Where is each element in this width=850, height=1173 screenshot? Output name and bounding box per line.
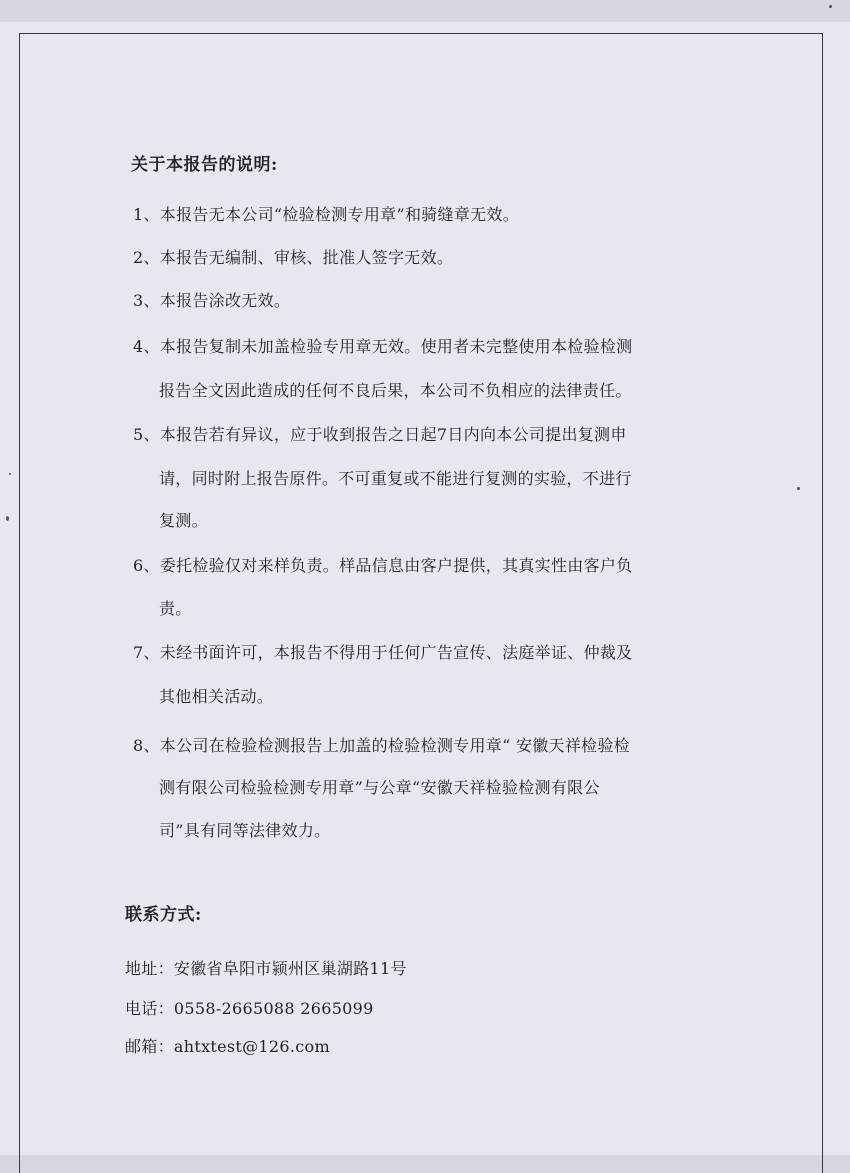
note-7-line-2: 其他相关活动。 <box>159 687 274 706</box>
note-7-line-1: 7、未经书面许可，本报告不得用于任何广告宣传、法庭举证、仲裁及 <box>133 643 633 662</box>
note-4-line-1: 4、本报告复制未加盖检验专用章无效。使用者未完整使用本检验检测 <box>133 337 633 356</box>
scan-speck <box>797 487 800 490</box>
contact-heading: 联系方式: <box>125 905 202 925</box>
scan-speck <box>829 5 832 8</box>
note-5-line-3: 复测。 <box>159 511 208 530</box>
note-1-line-1: 1、本报告无本公司“检验检测专用章”和骑缝章无效。 <box>133 205 520 224</box>
note-5-line-2: 请，同时附上报告原件。不可重复或不能进行复测的实验，不进行 <box>159 469 632 488</box>
note-8-line-1: 8、本公司在检验检测报告上加盖的检验检测专用章“ 安徽天祥检验检 <box>133 736 631 755</box>
scan-speck <box>9 473 11 475</box>
contact-phone: 电话：0558-2665088 2665099 <box>125 999 374 1018</box>
notes-heading: 关于本报告的说明: <box>131 155 278 175</box>
scan-speck <box>6 516 9 521</box>
note-8-line-3: 司”具有同等法律效力。 <box>159 821 331 840</box>
note-8-line-2: 测有限公司检验检测专用章”与公章“安徽天祥检验检测有限公 <box>159 778 600 797</box>
note-5-line-1: 5、本报告若有异议，应于收到报告之日起7日内向本公司提出复测申 <box>133 425 627 444</box>
note-3-line-1: 3、本报告涂改无效。 <box>133 291 291 310</box>
note-6-line-1: 6、委托检验仅对来样负责。样品信息由客户提供，其真实性由客户负 <box>133 556 633 575</box>
note-6-line-2: 责。 <box>159 599 192 618</box>
note-2-line-1: 2、本报告无编制、审核、批准人签字无效。 <box>133 248 454 267</box>
note-4-line-2: 报告全文因此造成的任何不良后果，本公司不负相应的法律责任。 <box>159 381 632 400</box>
contact-address: 地址：安徽省阜阳市颍州区巢湖路11号 <box>125 959 407 978</box>
contact-email: 邮箱：ahtxtest@126.com <box>125 1037 330 1056</box>
